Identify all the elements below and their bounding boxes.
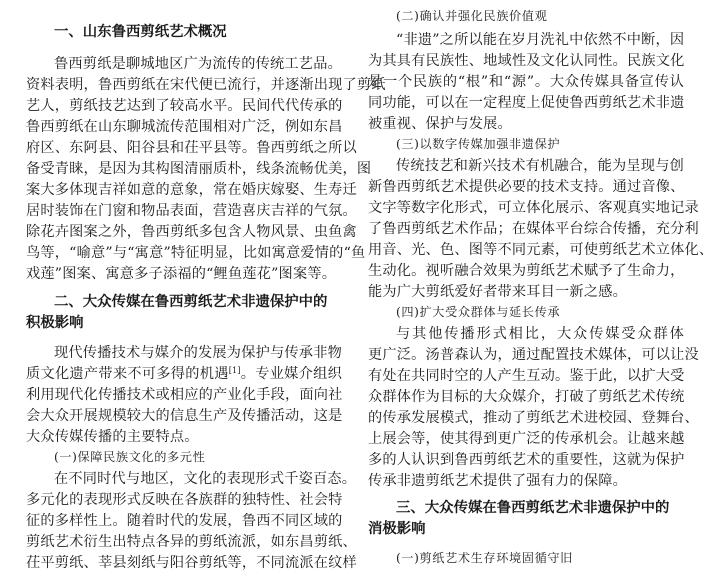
paragraph-line: 了鲁西剪纸艺术作品；在媒体平台综合传播，充分利 xyxy=(368,221,699,237)
paragraph-line: 文字等数字化形式，可立体化展示、客观真实地记录 xyxy=(368,200,699,216)
paragraph-line: 茌平剪纸、莘县刻纸与阳谷剪纸等，不同流派在纹样 xyxy=(26,555,357,571)
paragraph-line: 是一个民族的“根”和“源”。大众传媒具备宣传认 xyxy=(368,74,684,90)
paragraph-line: 居时装饰在门窗和物品表面，营造喜庆吉祥的气氛。 xyxy=(26,203,357,219)
paragraph-line: 府区、东阿县、阳谷县和茌平县等。鲁西剪纸之所以 xyxy=(26,140,357,156)
citation-text-after: 。专业媒介组织 xyxy=(240,366,342,382)
paragraph-line: “非遗”之所以能在岁月洗礼中依然不中断，因 xyxy=(396,32,685,48)
section-2-heading: 二、大众传媒在鲁西剪纸艺术非遗保护中的 xyxy=(54,294,328,310)
paragraph-line-with-citation xyxy=(26,364,342,384)
paragraph-line: 鲁西剪纸在山东聊城流传范围相对广泛，例如东昌 xyxy=(26,119,343,135)
paragraph-line: 剪纸艺术衍生出特点各异的剪纸流派，如东昌剪纸、 xyxy=(26,534,357,550)
paragraph-line: 更广泛。汤普森认为，通过配置技术媒体，可以让没 xyxy=(368,347,699,363)
paragraph-line: 除花卉图案之外，鲁西剪纸多包含人物风景、虫鱼禽 xyxy=(26,224,357,240)
paragraph-line: 鸟等，“喻意”与“寓意”特征明显，比如寓意爱情的“鱼 xyxy=(26,245,366,261)
subsection-1-heading: (一)保障民族文化的多元性 xyxy=(54,450,206,464)
paragraph-line: 的传承发展模式，推动了剪纸艺术进校园、登舞台、 xyxy=(368,410,699,426)
subsection-2-heading: (二)确认并强化民族价值观 xyxy=(396,9,548,23)
paragraph-line: 新鲁西剪纸艺术提供必要的技术支持。通过音像、 xyxy=(368,179,685,195)
paragraph-line: 众群体作为目标的大众媒介，打破了剪纸艺术传统 xyxy=(368,389,685,405)
subsection-5-heading: (一)剪纸艺术生存环境固循守旧 xyxy=(396,551,573,565)
section-3-heading-cont: 消极影响 xyxy=(368,521,426,537)
paragraph-line: 传统技艺和新兴技术有机融合，能为呈现与创 xyxy=(396,158,684,174)
paragraph-line: 用音、光、色、图等不同元素，可使剪纸艺术立体化、 xyxy=(368,242,714,258)
paragraph-line: 艺人，剪纸技艺达到了较高水平。民间代代传承的 xyxy=(26,98,343,114)
citation-text: 质文化遗产带来不可多得的机遇 xyxy=(26,366,229,382)
paragraph-line: 现代传播技术与媒介的发展为保护与传承非物 xyxy=(54,345,342,361)
section-3-heading: 三、大众传媒在鲁西剪纸艺术非遗保护中的 xyxy=(396,500,670,516)
citation-ref: [1] xyxy=(228,366,241,375)
paragraph-line: 能为广大剪纸爱好者带来耳目一新之感。 xyxy=(368,284,627,300)
paragraph-line: 鲁西剪纸是聊城地区广为流传的传统工艺品。 xyxy=(54,56,342,72)
paragraph-line: 多的人认识到鲁西剪纸艺术的重要性，这就为保护 xyxy=(368,452,685,468)
section-1-heading: 一、山东鲁西剪纸艺术概况 xyxy=(54,24,227,40)
paragraph-line: 为其具有民族性、地域性及文化认同性。民族文化 xyxy=(368,53,685,69)
paragraph-line: 资料表明，鲁西剪纸在宋代便已流行，并逐渐出现了剪纸 xyxy=(26,77,386,93)
paragraph-line: 生动化。视听融合效果为剪纸艺术赋予了生命力， xyxy=(368,263,685,279)
section-2-heading-cont: 积极影响 xyxy=(26,315,84,331)
paragraph-line: 利用现代化传播技术或相应的产业化手段，面向社 xyxy=(26,387,343,403)
paragraph-line: 传承非遗剪纸艺术提供了强有力的保障。 xyxy=(368,473,627,489)
paragraph-line: 大众传媒传播的主要特点。 xyxy=(26,429,199,445)
paragraph-line: 有处在共同时空的人产生互动。鉴于此，以扩大受 xyxy=(368,368,685,384)
paragraph-line: 征的多样性上。随着时代的发展，鲁西不同区域的 xyxy=(26,513,343,529)
paragraph-line: 戏莲”图案、寓意多子添福的“鲤鱼莲花”图案等。 xyxy=(26,266,337,282)
paragraph-line: 案大多体现吉祥如意的意象，常在婚庆嫁娶、生寿迁 xyxy=(26,182,357,198)
paragraph-line: 被重视、保护与发展。 xyxy=(368,116,512,132)
paragraph-line: 备受青睐，是因为其构图清丽质朴，线条流畅优美，图 xyxy=(26,161,372,177)
paragraph-line: 会大众开展规模较大的信息生产及传播活动，这是 xyxy=(26,408,343,424)
subsection-4-heading: (四)扩大受众群体与延长传承 xyxy=(396,305,561,319)
subsection-3-heading: (三)以数字传媒加强非遗保护 xyxy=(396,137,561,151)
paragraph-line: 多元化的表现形式反映在各族群的独特性、社会特 xyxy=(26,492,343,508)
paragraph-line: 上展会等，使其得到更广泛的传承机会。让越来越 xyxy=(368,431,685,447)
paragraph-line: 与其他传播形式相比，大众传媒受众群体 xyxy=(396,326,684,342)
paragraph-line: 在不同时代与地区，文化的表现形式千姿百态。 xyxy=(54,471,357,487)
paragraph-line: 同功能，可以在一定程度上促使鲁西剪纸艺术非遗 xyxy=(368,95,685,111)
